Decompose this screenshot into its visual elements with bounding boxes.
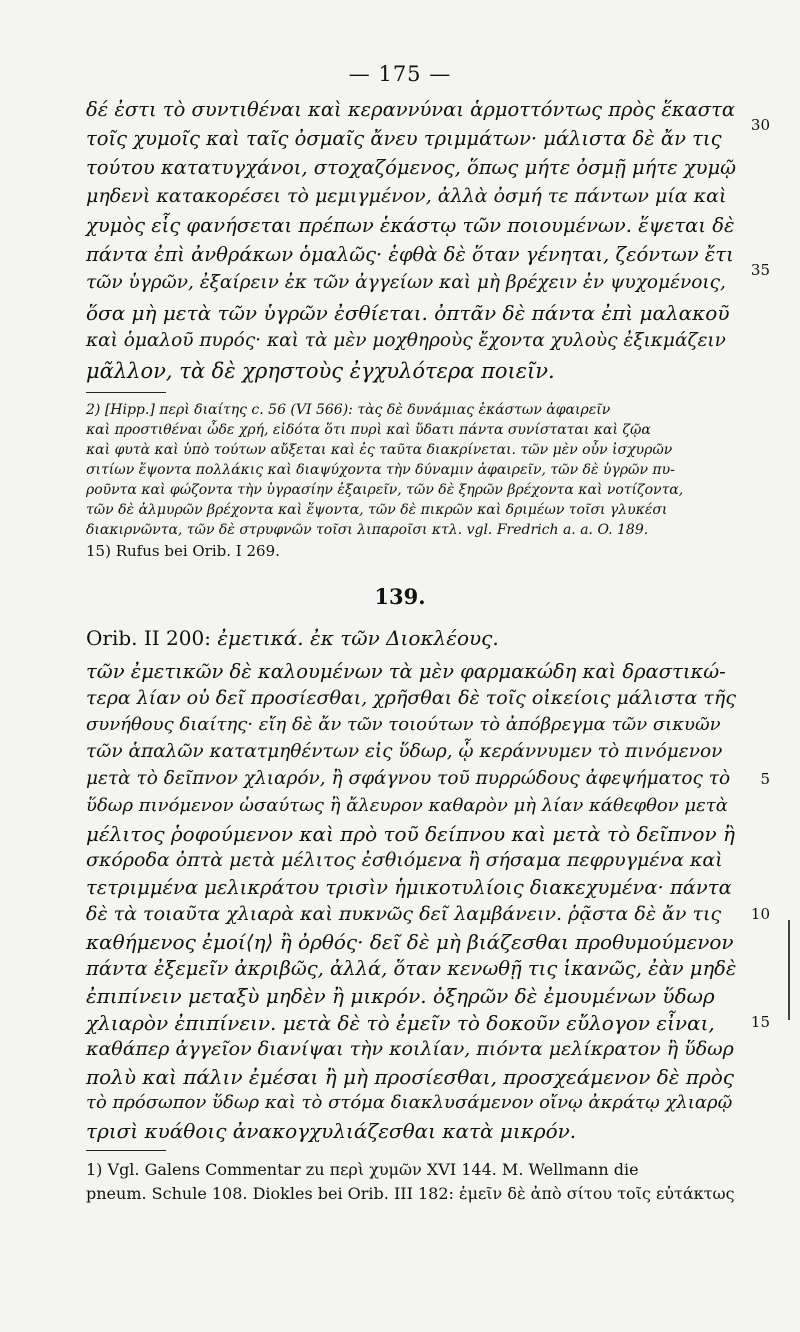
- footnote-line: διακιρνῶντα, τῶν δὲ στρυφνῶν τοῖσι λιπαροῖσι κτλ. vgl. Fredrich a. a. O. 189.: [86, 522, 649, 538]
- text-line: δέ ἐστι τὸ συντιθέναι καὶ κεραννύναι ἁρμοττόντως πρὸς ἕκαστα: [86, 98, 736, 121]
- text-line: ὕδωρ πινόμενον ὡσαύτως ἢ ἄλευρον καθαρὸν μὴ λίαν κάθεφθον μετὰ: [86, 795, 728, 816]
- text-line: καθάπερ ἀγγεῖον διανίψαι τὴν κοιλίαν, πιόντα μελίκρατον ἢ ὕδωρ: [86, 1038, 734, 1060]
- footnote-line: ροῦντα καὶ φώζοντα τὴν ὑγρασίην ἐξαιρεῖν, τῶν δὲ ξηρῶν βρέχοντα καὶ νοτίζοντα,: [86, 482, 684, 498]
- text-line: τρισὶ κυάθοις ἀνακογχυλιάζεσθαι κατὰ μικρόν.: [86, 1119, 577, 1143]
- text-line: τούτου κατατυγχάνοι, στοχαζόμενος, ὅπως μήτε ὀσμῇ μήτε χυμῷ: [86, 156, 737, 179]
- text-line: καὶ ὁμαλοῦ πυρός· καὶ τὰ μὲν μοχθηροὺς ἔχοντα χυλοὺς ἐξικμάζειν: [86, 330, 726, 351]
- footnote-line: pneum. Schule 108. Diokles bei Orib. III 182: ἐμεῖν δὲ ἀπὸ σίτου τοῖς εὐτάκτως: [86, 1184, 735, 1203]
- text-line: τῶν ὑγρῶν, ἐξαίρειν ἐκ τῶν ἀγγείων καὶ μὴ βρέχειν ἐν ψυχομένοις,: [86, 272, 726, 293]
- source-ref: Orib. II 200:: [86, 626, 218, 650]
- text-line: συνήθους διαίτης· εἴη δὲ ἄν τῶν τοιούτων τὸ ἀπόβρεγμα τῶν σικυῶν: [86, 714, 721, 735]
- footnotes: [86, 402, 736, 577]
- text-line: τερα λίαν οὐ δεῖ προσίεσθαι, χρῆσθαι δὲ τοῖς οἰκείοις μάλιστα τῆς: [86, 687, 736, 709]
- text-line: μετὰ τὸ δεῖπνον χλιαρόν, ἢ σφάγνου τοῦ πυρρώδους ἀφεψήματος τὸ: [86, 768, 731, 789]
- text-line: σκόροδα ὀπτὰ μετὰ μέλιτος ἐσθιόμενα ἢ σήσαμα πεφρυγμένα καὶ: [86, 849, 723, 871]
- line-number: 5: [760, 770, 770, 788]
- text-line: τετριμμένα μελικράτου τρισὶν ἡμικοτυλίοις διακεχυμένα· πάντα: [86, 876, 732, 899]
- body-text: [86, 660, 737, 1143]
- footnote-separator: [86, 392, 166, 393]
- footnote-line: 2) [Hipp.] περὶ διαίτης c. 56 (VI 566): τὰς δὲ δυνάμιας ἑκάστων ἀφαιρεῖν: [86, 402, 611, 418]
- footnote-line: σιτίων ἕψοντα πολλάκις καὶ διαψύχοντα τὴν δύναμιν ἀφαιρεῖν, τῶν δὲ ὑγρῶν πυ-: [86, 462, 675, 478]
- text-line: ἐπιπίνειν μεταξὺ μηδὲν ἢ μικρόν. ὀξηρῶν δὲ ἐμουμένων ὕδωρ: [86, 984, 715, 1008]
- footnote-separator: [86, 1150, 166, 1151]
- source-title: ἐμετικά. ἐκ τῶν Διοκλέους.: [217, 626, 499, 650]
- text-line: πάντα ἐπὶ ἀνθράκων ὁμαλῶς· ἑφθὰ δὲ ὅταν γένηται, ζεόντων ἔτι: [86, 243, 734, 266]
- footnote-line: καὶ φυτὰ καὶ ὑπὸ τούτων αὔξεται καὶ ἐς ταῦτα διακρίνεται. τῶν μὲν οὖν ἰσχυρῶν: [86, 442, 673, 458]
- line-number: 30: [750, 116, 770, 134]
- page-edge-mark: [788, 920, 800, 1020]
- footnote-line: 15) Rufus bei Orib. I 269.: [86, 542, 280, 560]
- text-line: τοῖς χυμοῖς καὶ ταῖς ὀσμαῖς ἄνευ τριμμάτων· μάλιστα δὲ ἄν τις: [86, 127, 722, 150]
- text-line: τὸ πρόσωπον ὕδωρ καὶ τὸ στόμα διακλυσάμενον οἴνῳ ἀκράτῳ χλιαρῷ: [86, 1092, 733, 1113]
- text-line: καθήμενος ἐμοί⟨η⟩ ἢ ὀρθός· δεῖ δὲ μὴ βιάζεσθαι προθυμούμενον: [86, 930, 734, 954]
- text-line: ὅσα μὴ μετὰ τῶν ὑγρῶν ἐσθίεται. ὀπτᾶν δὲ πάντα ἐπὶ μαλακοῦ: [86, 301, 730, 325]
- text-line: χυμὸς εἷς φανήσεται πρέπων ἑκάστῳ τῶν ποιουμένων. ἕψεται δὲ: [86, 214, 735, 237]
- footnote-line: καὶ προστιθέναι ὧδε χρή, εἰδότα ὅτι πυρὶ καὶ ὕδατι πάντα συνίσταται καὶ ζῷα: [86, 422, 651, 438]
- text-line: μέλιτος ῥοφούμενον καὶ πρὸ τοῦ δείπνου καὶ μετὰ τὸ δεῖπνον ἢ: [86, 822, 735, 846]
- text-line: μᾶλλον, τὰ δὲ χρηστοὺς ἐγχυλότερα ποιεῖν.: [86, 359, 555, 383]
- text-line: μηδενὶ κατακορέσει τὸ μεμιγμένον, ἀλλὰ ὀσμή τε πάντων μία καὶ: [86, 185, 727, 207]
- footnotes-bottom: [86, 1160, 736, 1210]
- footnote-line: 1) Vgl. Galens Commentar zu περὶ χυμῶν XVI 144. M. Wellmann die: [86, 1160, 639, 1179]
- source-heading: [86, 626, 499, 650]
- text-line: χλιαρὸν ἐπιπίνειν. μετὰ δὲ τὸ ἐμεῖν τὸ δοκοῦν εὔλογον εἶναι,: [86, 1011, 715, 1035]
- text-line: πάντα ἐξεμεῖν ἀκριβῶς, ἀλλά, ὅταν κενωθῇ τις ἱκανῶς, ἐὰν μηδὲ: [86, 957, 737, 980]
- text-line: τῶν ἐμετικῶν δὲ καλουμένων τὰ μὲν φαρμακώδη καὶ δραστικώ-: [86, 660, 726, 683]
- text-line: πολὺ καὶ πάλιν ἐμέσαι ἢ μὴ προσίεσθαι, προσχεάμενον δὲ πρὸς: [86, 1065, 734, 1089]
- line-number: 10: [750, 905, 770, 923]
- section-number: 139.: [374, 584, 426, 609]
- line-number: 15: [750, 1013, 770, 1031]
- main-text: [86, 98, 736, 388]
- footnote-line: τῶν δὲ ἁλμυρῶν βρέχοντα καὶ ἕψοντα, τῶν δὲ πικρῶν καὶ δριμέων τοῖσι γλυκέσι: [86, 502, 668, 518]
- text-line: δὲ τὰ τοιαῦτα χλιαρὰ καὶ πυκνῶς δεῖ λαμβάνειν. ῥᾷστα δὲ ἄν τις: [86, 903, 722, 925]
- text-line: τῶν ἁπαλῶν κατατμηθέντων εἰς ὕδωρ, ᾧ κεράννυμεν τὸ πινόμενον: [86, 741, 723, 762]
- line-number: 35: [750, 261, 770, 279]
- page-number: — 175 —: [348, 62, 452, 86]
